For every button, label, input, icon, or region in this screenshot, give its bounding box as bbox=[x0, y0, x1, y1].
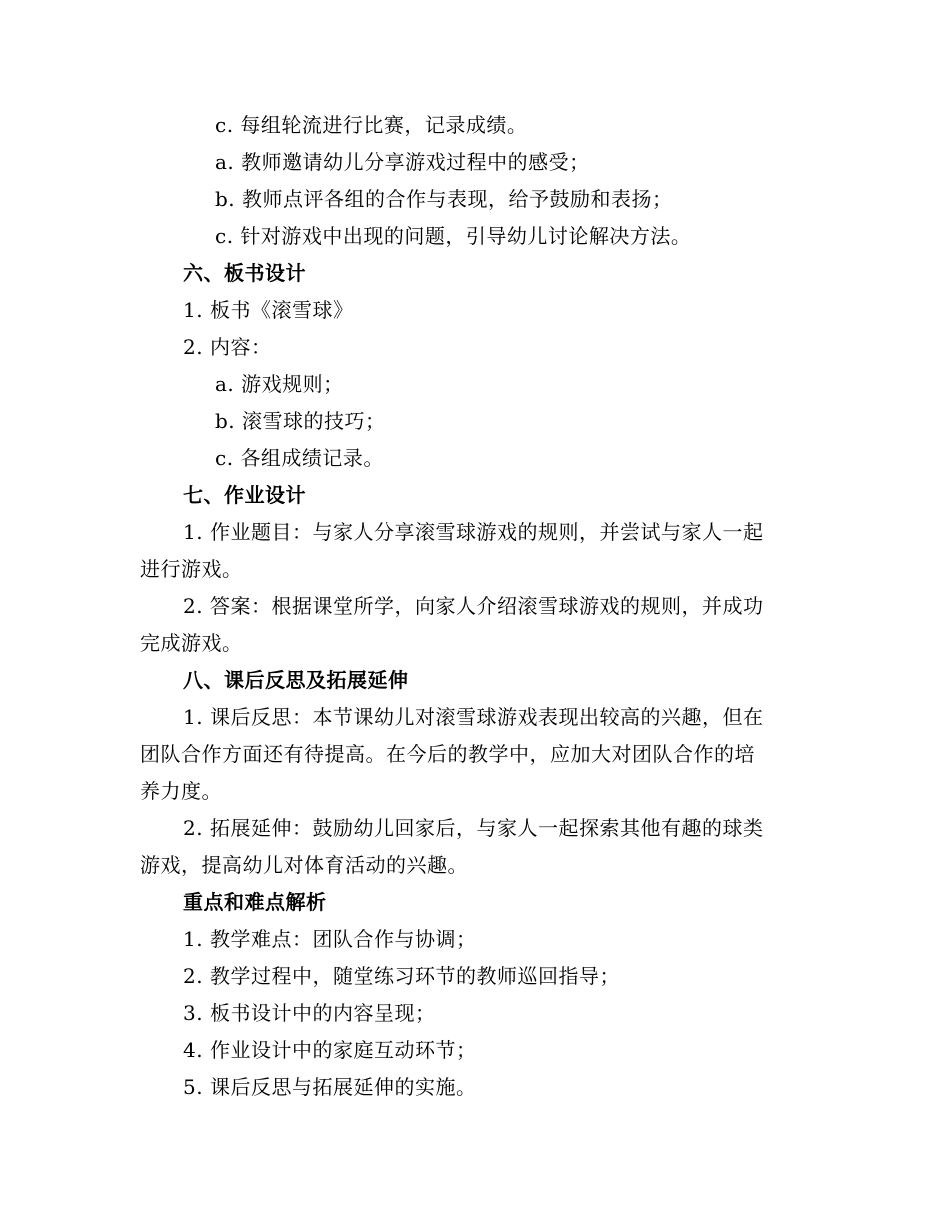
paragraph-line: 进行游戏。 bbox=[140, 557, 243, 581]
list-item: c. 每组轮流进行比赛，记录成绩。 bbox=[215, 113, 528, 137]
section-heading: 重点和难点解析 bbox=[183, 890, 327, 914]
list-item: 1. 教学难点：团队合作与协调； bbox=[183, 927, 477, 951]
paragraph-line: 完成游戏。 bbox=[140, 631, 243, 655]
section-heading: 七、作业设计 bbox=[183, 483, 306, 507]
paragraph-line: 团队合作方面还有待提高。在今后的教学中，应加大对团队合作的培 bbox=[140, 742, 755, 766]
paragraph-line: 2. 答案：根据课堂所学，向家人介绍滚雪球游戏的规则，并成功 bbox=[183, 594, 764, 618]
list-item: 5. 课后反思与拓展延伸的实施。 bbox=[183, 1075, 477, 1099]
paragraph-line: 游戏，提高幼儿对体育活动的兴趣。 bbox=[140, 853, 468, 877]
list-item: 1. 板书《滚雪球》 bbox=[183, 298, 354, 322]
list-item: c. 各组成绩记录。 bbox=[215, 446, 384, 470]
paragraph-line: 养力度。 bbox=[140, 779, 222, 803]
list-item: a. 游戏规则； bbox=[215, 372, 344, 396]
list-item: 2. 内容： bbox=[183, 335, 272, 359]
paragraph-line: 1. 作业题目：与家人分享滚雪球游戏的规则，并尝试与家人一起 bbox=[183, 520, 764, 544]
list-item: b. 教师点评各组的合作与表现，给予鼓励和表扬； bbox=[215, 187, 673, 211]
list-item: 4. 作业设计中的家庭互动环节； bbox=[183, 1038, 477, 1062]
paragraph-line: 1. 课后反思：本节课幼儿对滚雪球游戏表现出较高的兴趣，但在 bbox=[183, 705, 764, 729]
section-heading: 八、课后反思及拓展延伸 bbox=[183, 668, 409, 692]
list-item: 2. 教学过程中，随堂练习环节的教师巡回指导； bbox=[183, 964, 620, 988]
section-heading: 六、板书设计 bbox=[183, 261, 306, 285]
list-item: 3. 板书设计中的内容呈现； bbox=[183, 1001, 436, 1025]
paragraph-line: 2. 拓展延伸：鼓励幼儿回家后，与家人一起探索其他有趣的球类 bbox=[183, 816, 764, 840]
list-item: a. 教师邀请幼儿分享游戏过程中的感受； bbox=[215, 150, 590, 174]
list-item: c. 针对游戏中出现的问题，引导幼儿讨论解决方法。 bbox=[215, 224, 692, 248]
list-item: b. 滚雪球的技巧； bbox=[215, 409, 386, 433]
